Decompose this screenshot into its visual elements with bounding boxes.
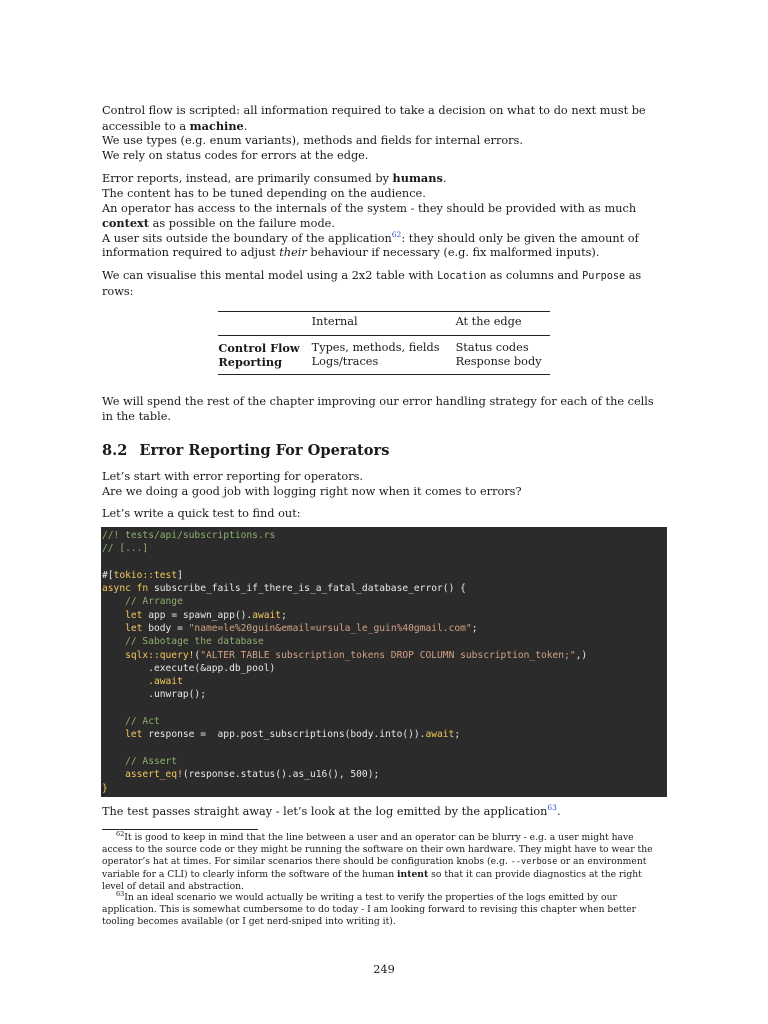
footnote-ref-62[interactable]: 62: [391, 229, 402, 239]
paragraph-test-intro: Let’s write a quick test to find out:: [102, 507, 301, 521]
code-line: .execute(&app.db_pool): [102, 662, 276, 674]
paragraph-test-passes: The test passes straight away - let’s look at the log emitted by the application$^{63}$.: [102, 803, 561, 818]
table-row: [218, 355, 549, 374]
code-line: // [...]: [102, 543, 149, 555]
code-line: let app = spawn_app().await;: [102, 609, 287, 621]
table-header-cell: Internal: [311, 315, 358, 329]
code-line: }: [102, 782, 108, 794]
footnote-divider: [102, 829, 258, 830]
table-row-header: Control Flow: [218, 340, 300, 355]
table-row-header: Reporting: [218, 355, 282, 370]
mental-model-table-wrap: [102, 311, 666, 375]
code-line: .unwrap();: [102, 689, 206, 701]
footnote-63: $^{63}$In an ideal scenario we would actually be writing a test to verify the properties of the logs emitted by our application. This is somewhat cumbersome to do today - I am looking forward to revising this chapter when better tooling becomes available (or I get nerd-sniped into writing it).: [102, 890, 636, 927]
code-line: #[tokio::test]: [102, 569, 183, 581]
table-cell: Types, methods, fields: [311, 340, 440, 354]
code-line-blank: [101, 555, 667, 568]
page-number: 249: [373, 963, 395, 976]
mental-model-table: [218, 311, 549, 375]
code-line: async fn subscribe_fails_if_there_is_a_fatal_database_error() {: [102, 583, 466, 595]
paragraph-intro: Let’s start with error reporting for operators. Are we doing a good job with logging right now when it comes to errors?: [102, 470, 522, 498]
table-cell: Logs/traces: [311, 355, 379, 369]
section-title: Error Reporting For Operators: [139, 442, 390, 460]
paragraph-rest-of-chapter: We will spend the rest of the chapter improving our error handling strategy for each of the cells in the table.: [102, 394, 654, 423]
paragraph-control-flow: Control flow is scripted: all information required to take a decision on what to do next must be accessible to a machine. We use types (e.g. enum variants), methods and fields for internal errors. We rely on status codes for errors at the edge.: [102, 104, 646, 162]
code-line: //! tests/api/subscriptions.rs: [102, 529, 276, 541]
table-header-row: [218, 312, 549, 336]
table-row: [218, 335, 549, 355]
paragraph-error-reports: Error reports, instead, are primarily consumed by humans. The content has to be tuned depending on the audience. An operator has access to the internals of the system - they should be provided with as much context as possible on the failure mode. A user sits outside the boundary of the application$^{62}$: they should only be given the amount of information required to adjust their behaviour if necessary (e.g. fix malformed inputs).: [102, 171, 639, 260]
section-number: 8.2: [102, 442, 128, 460]
code-line: // Sabotage the database: [102, 636, 264, 648]
code-line: .await: [102, 676, 183, 688]
section-heading: [102, 442, 666, 460]
table-header-cell: [218, 312, 311, 336]
footnote-62: $^{62}$It is good to keep in mind that the line between a user and an operator can be blurry - e.g. a user might have access to the source code or they might be running the software on their own hardware. They might have to wear the operator’s hat at times. For similar scenarios there should be configuration knobs (e.g. --verbose or an environment variable for a CLI) to clearly inform the software of the human intent so that it can provide diagnostics at the right level of detail and abstraction.: [102, 830, 653, 892]
code-line: sqlx::query!("ALTER TABLE subscription_tokens DROP COLUMN subscription_token;",): [102, 649, 588, 661]
code-line: let body = "name=le%20guin&email=ursula_le_guin%40gmail.com";: [102, 622, 478, 634]
document-page: [102, 104, 666, 928]
table-header-cell: At the edge: [455, 315, 522, 329]
code-block: [101, 527, 667, 797]
code-line: assert_eq!(response.status().as_u16(), 500);: [102, 769, 380, 781]
code-line: // Assert: [102, 755, 178, 767]
table-cell: Response body: [455, 355, 542, 369]
code-line: // Act: [102, 716, 160, 728]
code-line-blank: [101, 742, 667, 755]
code-line: let response = app.post_subscriptions(body.into()).await;: [102, 729, 461, 741]
code-line-blank: [101, 702, 667, 715]
code-line: // Arrange: [102, 596, 183, 608]
table-cell: Status codes: [455, 340, 529, 354]
paragraph-mental-model: We can visualise this mental model using a 2x2 table with Location as columns and Purpose as rows:: [102, 268, 642, 298]
footnote-ref-63[interactable]: 63: [547, 803, 557, 813]
